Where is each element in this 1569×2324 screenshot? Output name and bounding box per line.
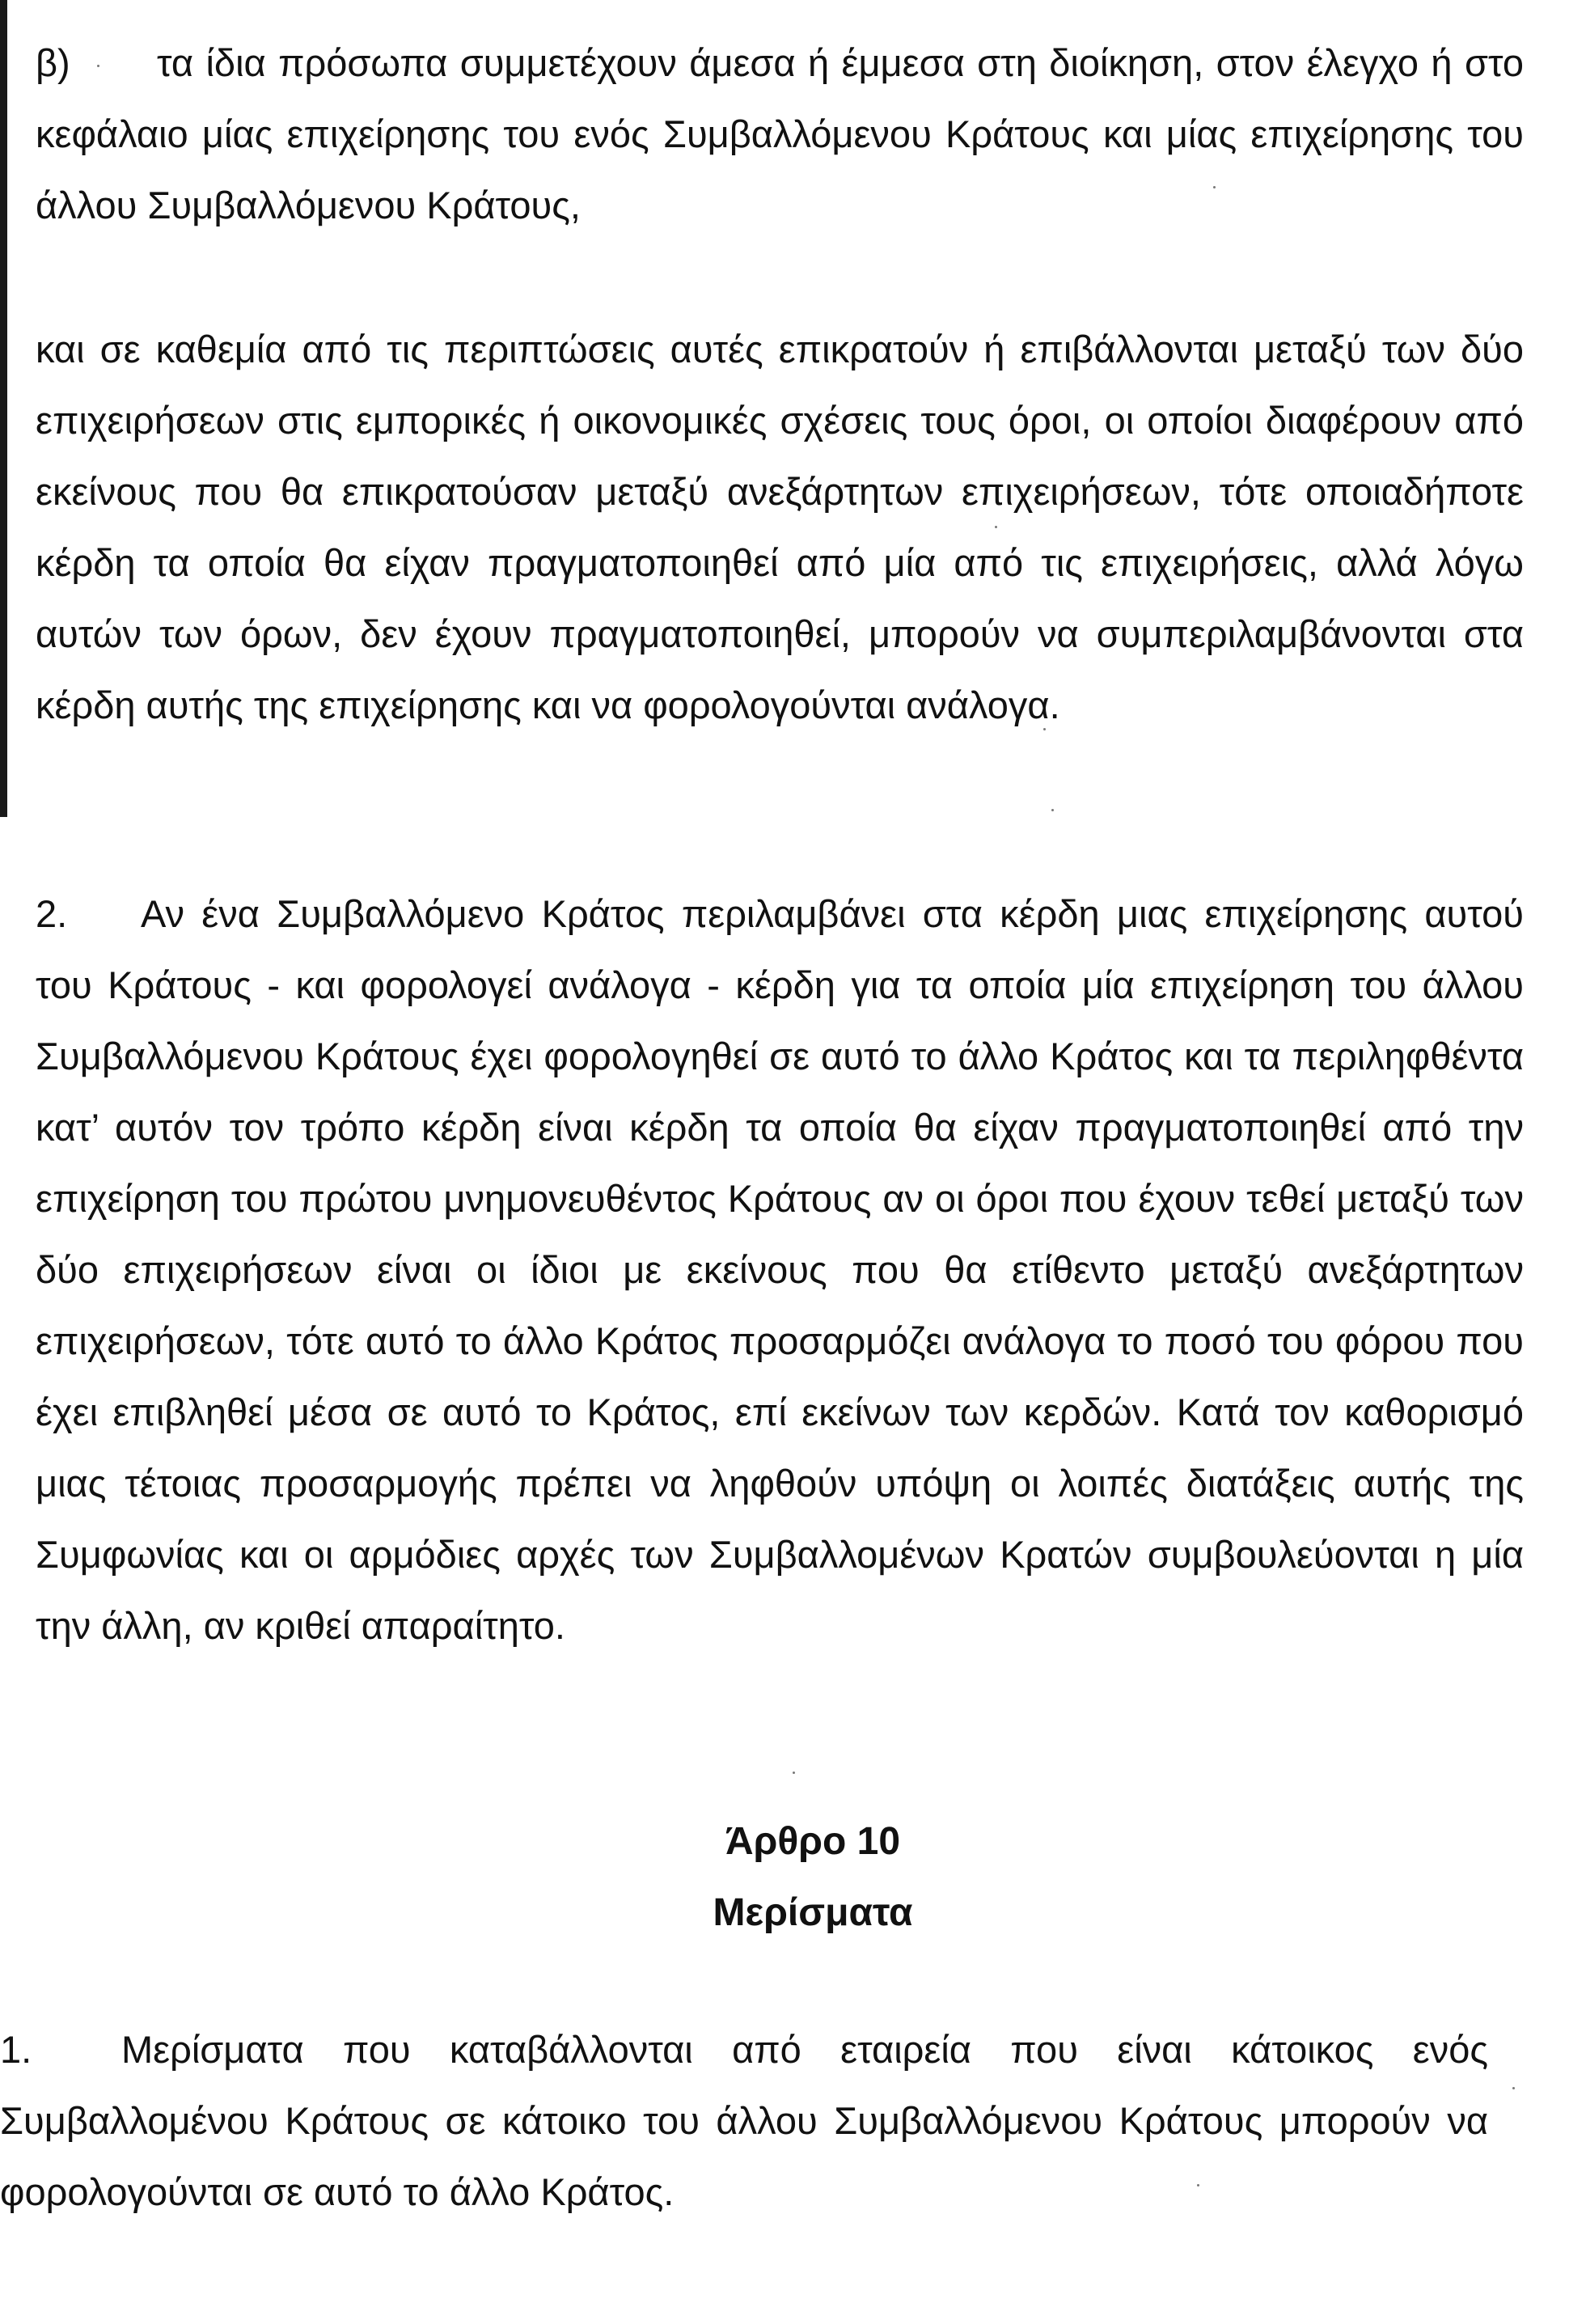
paragraph-beta <box>36 28 1524 241</box>
paragraph-1 <box>0 2014 1488 2228</box>
paragraph-beta-text: τα ίδια πρόσωπα συμμετέχουν άμεσα ή έμμεσα στη διοίκηση, στον έλεγχο ή στο κεφάλαιο μίας επιχείρησης του ενός Συμβαλλόμενου Κράτους και μίας επιχείρησης του άλλου Συμβαλλόμενου Κράτους, <box>36 41 1524 226</box>
paragraph-2 <box>36 878 1524 1662</box>
scan-speck <box>1051 809 1054 811</box>
scan-speck <box>97 65 99 67</box>
paragraph-1-text: Μερίσματα που καταβάλλονται από εταιρεία που είναι κάτοικος ενός Συμβαλλομένου Κράτους σε κάτοικο του άλλου Συμβαλλόμενου Κράτους μπορούν να φορολογούνται σε αυτό το άλλο Κράτος. <box>0 2028 1488 2213</box>
scan-speck <box>1213 186 1216 188</box>
paragraph-and-text: και σε καθεμία από τις περιπτώσεις αυτές επικρατούν ή επιβάλλονται μεταξύ των δύο επιχειρήσεων στις εμπορικές ή οικονομικές σχέσεις τους όροι, οι οποίοι διαφέρουν από εκείνους που θα επικρατούσαν μεταξύ ανεξάρτητων επιχειρήσεων, τότε οποιαδήποτε κέρδη τα οποία θα είχαν πραγματοποιηθεί από μία από τις επιχειρήσεις, αλλά λόγω αυτών των όρων, δεν έχουν πραγματοποιηθεί, μπορούν να συμπεριλαμβάνονται στα κέρδη αυτής της επιχείρησης και να φορολογούνται ανάλογα. <box>36 328 1524 726</box>
scan-speck <box>1512 2087 1515 2089</box>
scan-speck <box>1197 2184 1199 2186</box>
paragraph-beta-label: β) <box>36 41 70 84</box>
paragraph-2-text: Αν ένα Συμβαλλόμενο Κράτος περιλαμβάνει στα κέρδη μιας επιχείρησης αυτού του Κράτους - και φορολογεί ανάλογα - κέρδη για τα οποία μία επιχείρηση του άλλου Συμβαλλόμενου Κράτους έχει φορολογηθεί σε αυτό το άλλο Κράτος και τα περιληφθέντα κατ’ αυτόν τον τρόπο κέρδη είναι κέρδη τα οποία θα είχαν πραγματοποιηθεί από την επιχείρηση του πρώτου μνημονευθέντος Κράτους αν οι όροι που έχουν τεθεί μεταξύ των δύο επιχειρήσεων είναι οι ίδιοι με εκείνους που θα ετίθεντο μεταξύ ανεξάρτητων επιχειρήσεων, τότε αυτό το άλλο Κράτος προσαρμόζει ανάλογα το ποσό του φόρου που έχει επιβληθεί μέσα σε αυτό το Κράτος, επί εκείνων των κερδών. Κατά τον καθορισμό μιας τέτοιας προσαρμογής πρέπει να ληφθούν υπόψη οι λοιπές διατάξεις αυτής της Συμφωνίας και οι αρμόδιες αρχές των Συμβαλλομένων Κρατών συμβουλεύονται η μία την άλλη, αν κριθεί απαραίτητο. <box>36 892 1524 1647</box>
scan-speck <box>995 526 997 528</box>
article-title-heading: Μερίσματα <box>713 1891 913 1934</box>
paragraph-2-number: 2. <box>36 892 68 935</box>
article-number-heading: Άρθρο 10 <box>725 1820 901 1863</box>
paragraph-1-number: 1. <box>0 2028 32 2071</box>
scan-speck <box>793 1772 795 1774</box>
scan-edge-bar <box>0 0 7 817</box>
paragraph-and <box>36 314 1524 741</box>
scan-speck <box>1043 728 1046 730</box>
